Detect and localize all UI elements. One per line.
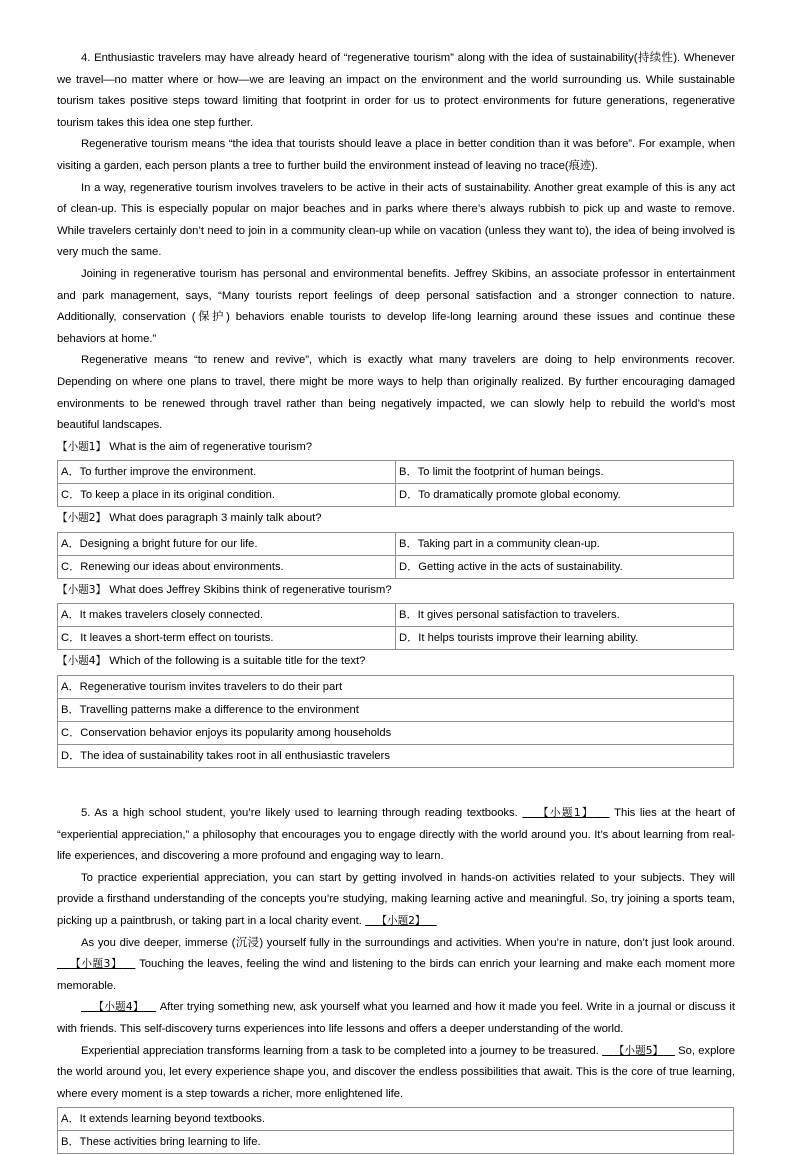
question-2-options-table [57, 532, 734, 579]
table-row [58, 461, 734, 484]
passage-4 [57, 48, 735, 768]
question-3-options-table [57, 603, 734, 650]
option-letter: B． [399, 466, 418, 479]
passage-5-paragraph-5 [57, 1041, 735, 1106]
option-letter: D． [61, 750, 81, 763]
option-4-C[interactable] [58, 722, 734, 745]
option-letter: C． [61, 727, 81, 740]
question-4-stem [57, 651, 735, 673]
question-1-marker: 【小题1】 [57, 440, 107, 453]
paragraph-segment-text: Experiential appreciation transforms learning from a task to be completed into a journey to be treasured. [81, 1044, 599, 1057]
option-letter: A． [61, 1113, 80, 1126]
question-2-marker: 【小题2】 [57, 512, 107, 525]
paragraph-segment-text: To practice experiential appreciation, you can start by getting involved in hands-on activities related to your subjects. They will provide a firsthand understanding of the concepts you’re studying, making learning active and meaningful. So, try joining a sports team, picking up a paintbrush, or taking part in a local charity event. [57, 871, 735, 928]
option-letter: C． [61, 489, 81, 502]
table-row [58, 604, 734, 627]
option-text: It extends learning beyond textbooks. [79, 1113, 265, 1126]
option-letter: B． [399, 537, 418, 550]
option-4-D[interactable] [58, 745, 734, 768]
option-2-A[interactable] [58, 532, 396, 555]
section-spacer [57, 769, 735, 803]
passage-4-paragraph-4: Joining in regenerative tourism has personal and environmental benefits. Jeffrey Skibins, an associate professor in entertainment and park management, says, “Many tourists report feelings of deep personal satisfaction and a stronger connection to nature. Additionally, conservation (保护) behaviors enable tourists to develop life-long learning around these issues and continue these behaviors at home.” [57, 267, 735, 345]
paragraph-segment-text: Touching the leaves, feeling the wind and listening to the birds can enrich your learning and make each moment more memorable. [57, 958, 736, 992]
paragraph-segment-text: After trying something new, ask yourself what you learned and how it made you feel. Write in a journal or discuss it with friends. This self-discovery turns experiences into life lessons and offers a deeper understanding of the world. [57, 1001, 735, 1035]
blank-label: 【小题2】 [376, 915, 426, 928]
option-1-A[interactable] [58, 461, 396, 484]
option-letter: A． [61, 681, 80, 694]
option-text: Conservation behavior enjoys its popularity among households [80, 727, 392, 740]
option-text: Travelling patterns make a difference to the environment [79, 704, 359, 717]
option-3-B[interactable] [396, 604, 734, 627]
blank-label: 【小题4】 [93, 1001, 144, 1014]
option-4-B[interactable] [58, 699, 734, 722]
option-text: To dramatically promote global economy. [418, 489, 621, 502]
option-1-C[interactable] [58, 484, 396, 507]
option-3-A[interactable] [58, 604, 396, 627]
blank-xiaoti-1[interactable] [522, 807, 609, 819]
blank-xiaoti-4[interactable] [81, 1001, 156, 1013]
question-4-marker: 【小题4】 [57, 655, 107, 668]
option-1-D[interactable] [396, 484, 734, 507]
blank-label: 【小题1】 [537, 807, 594, 820]
option-text: It helps tourists improve their learning ability. [418, 632, 639, 645]
option-letter: A． [61, 609, 80, 622]
option-5-B[interactable] [58, 1131, 734, 1154]
option-5-A[interactable] [58, 1108, 734, 1131]
paragraph-segment-text: As you dive deeper, immerse (沉浸) yourself fully in the surroundings and activities. When you’re in nature, don’t just look around. [81, 936, 735, 949]
option-text: To keep a place in its original condition. [80, 489, 275, 502]
option-text: The idea of sustainability takes root in all enthusiastic travelers [80, 750, 390, 763]
option-letter: C． [61, 632, 81, 645]
table-row [58, 699, 734, 722]
blank-label: 【小题5】 [613, 1044, 664, 1057]
passage-5-paragraph-2 [57, 868, 735, 933]
paragraph-segment-text: 5. As a high school student, you’re likely used to learning through reading textbooks. [81, 807, 518, 820]
option-letter: B． [61, 704, 80, 717]
option-text: To further improve the environment. [79, 466, 257, 479]
passage-4-paragraph-1: 4. Enthusiastic travelers may have already heard of “regenerative tourism” along with the idea of sustainability(持续性). Whenever we travel—no matter where or how—we are leaving an impact on the environment and the world surrounding us. While sustainable tourism takes positive steps toward limiting that footprint in order for us to protect environments for future generations, regenerative tourism takes this idea one step further. [57, 52, 735, 129]
option-text: It leaves a short-term effect on tourists. [80, 632, 274, 645]
option-letter: D． [399, 632, 419, 645]
option-letter: A． [61, 466, 80, 479]
table-row [58, 745, 734, 768]
blank-xiaoti-3[interactable] [57, 958, 135, 970]
question-1-stem [57, 437, 735, 459]
question-1-text: What is the aim of regenerative tourism? [109, 440, 313, 453]
blank-label: 【小题3】 [70, 958, 123, 971]
passage-4-paragraph-3: In a way, regenerative tourism involves travelers to be active in their acts of sustainability. Another great example of this is any act of clean-up. This is especially popular on major beaches and in parks where there’s always rubbish to pick up and waste to remove. While travelers certainly don’t need to join in a community clean-up while on vacation (unless they want to), the idea of being involved is very much the same. [57, 181, 735, 259]
table-row [58, 1108, 734, 1131]
table-row [58, 484, 734, 507]
passage-5-options-table [57, 1107, 734, 1154]
passage-5-paragraph-3 [57, 933, 735, 998]
table-row [58, 722, 734, 745]
option-2-C[interactable] [58, 555, 396, 578]
option-2-B[interactable] [396, 532, 734, 555]
option-4-A[interactable] [58, 676, 734, 699]
option-letter: B． [399, 609, 418, 622]
passage-5 [57, 803, 735, 1154]
table-row [58, 627, 734, 650]
question-1-options-table [57, 460, 734, 507]
question-2-stem [57, 508, 735, 530]
option-letter: D． [399, 560, 419, 573]
option-text: Renewing our ideas about environments. [80, 560, 284, 573]
table-row [58, 555, 734, 578]
passage-4-paragraph-2: Regenerative tourism means “the idea that tourists should leave a place in better condition than it was before”. For example, when visiting a garden, each person plants a tree to further build the environment instead of leaving no trace(痕迹). [57, 138, 735, 172]
option-1-B[interactable] [396, 461, 734, 484]
option-text: To limit the footprint of human beings. [417, 466, 604, 479]
paragraph-segment-text: So, explore the world around you, let every experience shape you, and discover the endless possibilities that await. This is the core of true learning, where every moment is a step towards a richer, more enlightened life. [57, 1044, 736, 1100]
blank-xiaoti-2[interactable] [365, 915, 437, 927]
option-3-D[interactable] [396, 627, 734, 650]
table-row [58, 1131, 734, 1154]
option-letter: D． [399, 489, 419, 502]
page-content [57, 48, 735, 1155]
paragraph-segment-text: This lies at the heart of “experiential appreciation,” a philosophy that encourages you to engage directly with the world around you. It’s about learning from real-life experiences, and discovering a more profound and engaging way to learn. [57, 807, 735, 863]
option-3-C[interactable] [58, 627, 396, 650]
option-text: It gives personal satisfaction to travelers. [417, 609, 620, 622]
option-text: Taking part in a community clean-up. [417, 537, 600, 550]
question-3-text: What does Jeffrey Skibins think of regenerative tourism? [109, 583, 392, 596]
question-2-text: What does paragraph 3 mainly talk about? [109, 512, 322, 525]
option-text: Getting active in the acts of sustainability. [418, 560, 623, 573]
passage-4-paragraph-5: Regenerative means “to renew and revive”, which is exactly what many travelers are doing to help environments recover. Depending on where one plans to travel, there might be more ways to help than originally realized. By further encouraging damaged environments to be renewed through travel rather than being negatively impacted, we can slowly help to rebuild the world’s most beautiful landscapes. [57, 354, 735, 432]
option-text: It makes travelers closely connected. [79, 609, 264, 622]
table-row [58, 676, 734, 699]
option-letter: A． [61, 537, 80, 550]
passage-5-paragraph-4 [57, 997, 735, 1040]
passage-5-paragraph-1 [57, 803, 735, 868]
question-4-options-table [57, 675, 734, 768]
question-4-text: Which of the following is a suitable title for the text? [109, 655, 366, 668]
option-text: Designing a bright future for our life. [79, 537, 258, 550]
question-3-stem [57, 580, 735, 602]
question-3-marker: 【小题3】 [57, 583, 107, 596]
option-2-D[interactable] [396, 555, 734, 578]
option-letter: C． [61, 560, 81, 573]
option-letter: B． [61, 1136, 80, 1149]
table-row [58, 532, 734, 555]
blank-xiaoti-5[interactable] [602, 1045, 675, 1057]
option-text: Regenerative tourism invites travelers to do their part [79, 681, 343, 694]
option-text: These activities bring learning to life. [79, 1136, 261, 1149]
